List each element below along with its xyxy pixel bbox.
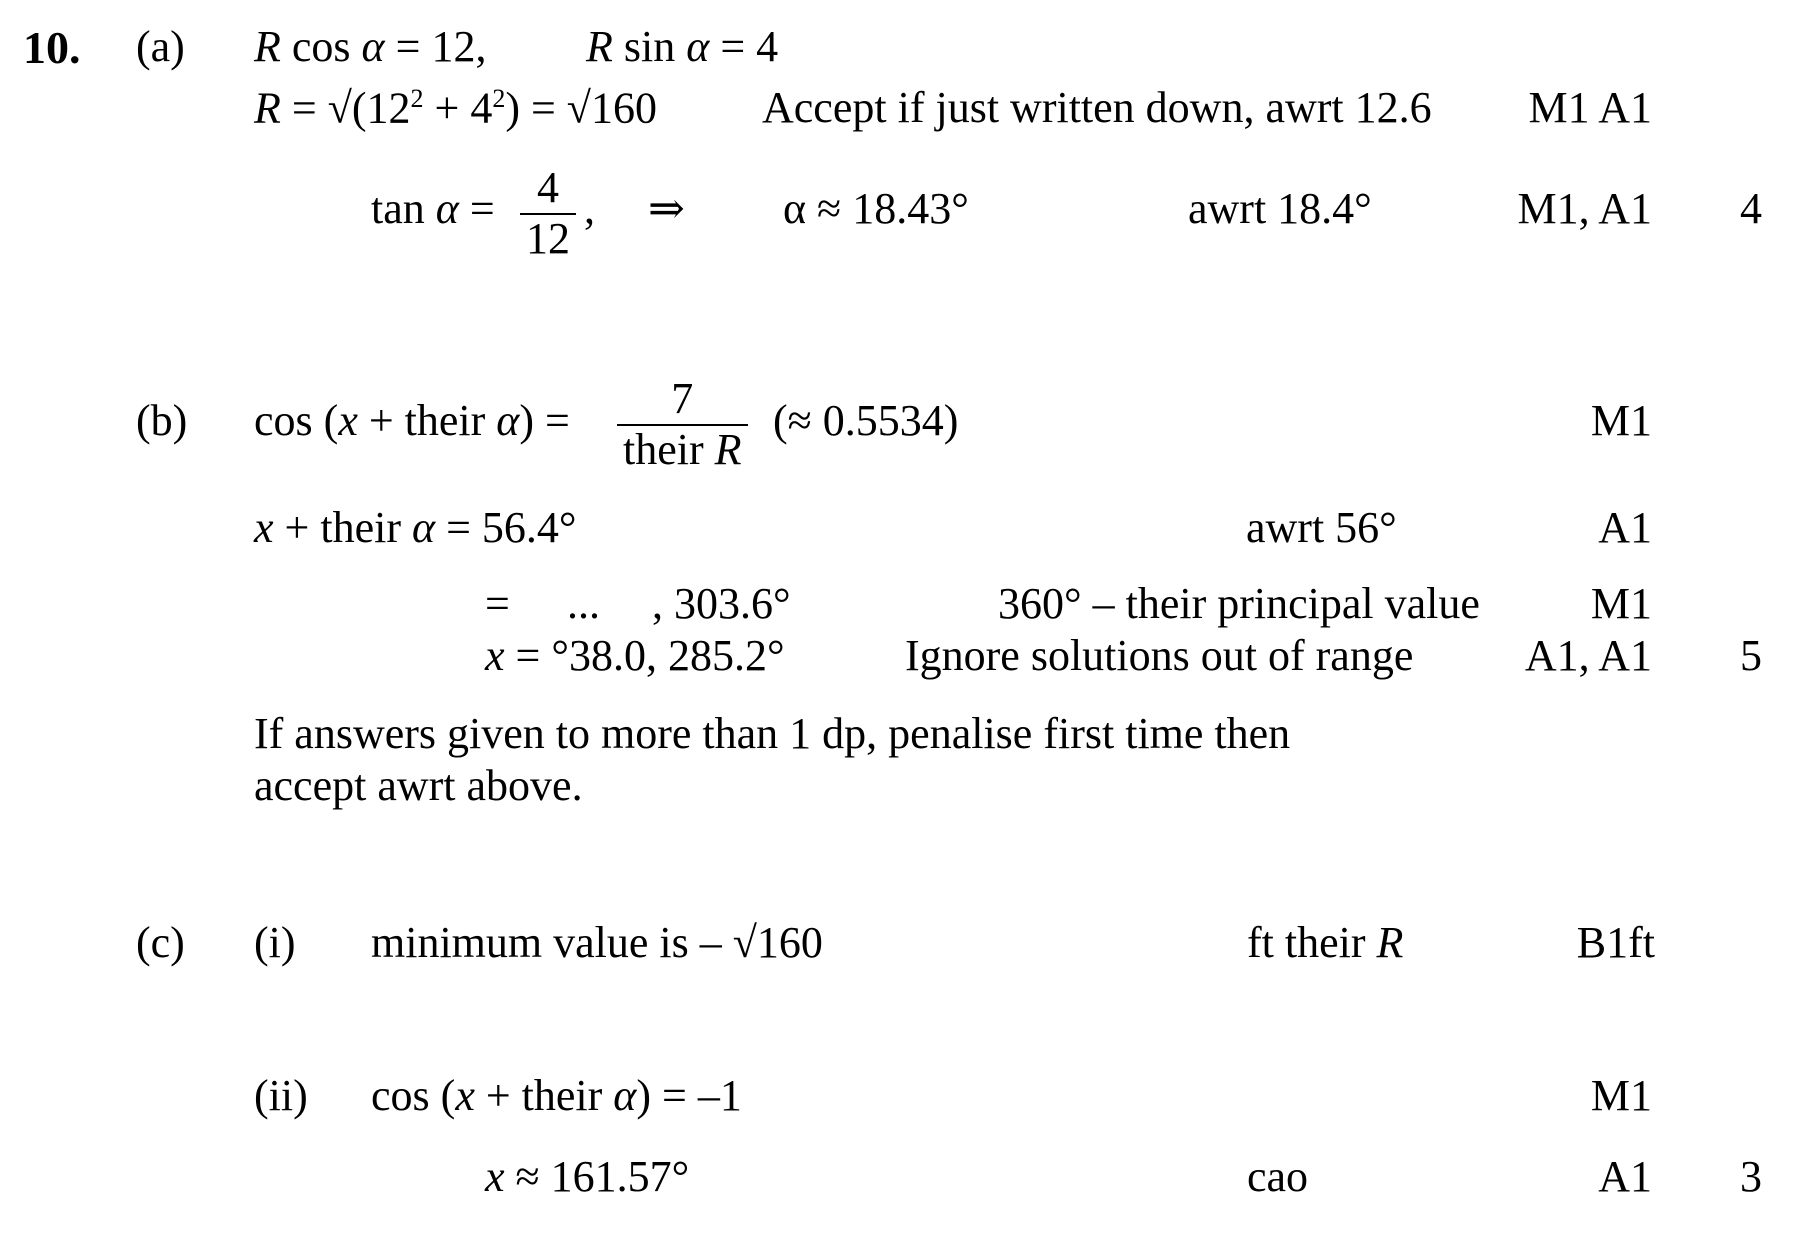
part-b-note-line1: If answers given to more than 1 dp, penalise first time then [254, 709, 1291, 758]
part-b-line1-approx: (≈ 0.5534) [773, 396, 959, 445]
part-b-fraction [617, 374, 748, 474]
part-b-line3-value: , 303.6° [652, 579, 791, 628]
question-number: 10. [23, 22, 81, 73]
part-c-label: (c) [136, 918, 185, 967]
part-a-total: 4 [1740, 184, 1762, 233]
fraction-numerator: 7 [671, 374, 694, 423]
part-c-i-marks: B1ft [1576, 918, 1655, 967]
part-b-line4-expr: x = °38.0, 285.2° [485, 631, 785, 680]
part-c-ii-line2-expr: x ≈ 161.57° [485, 1152, 690, 1201]
part-a-line3-marks: M1, A1 [1517, 184, 1652, 233]
part-a-fraction [520, 163, 576, 263]
part-a-line3-note: awrt 18.4° [1188, 184, 1372, 233]
part-a-line1-right: R sin α = 4 [586, 22, 779, 71]
part-c-ii-line1-marks: M1 [1590, 1071, 1652, 1120]
part-a-line2-expr: $R = √(12^2 + 4^2) = √160$ [254, 83, 657, 133]
part-b-line3-note: 360° – their principal value [998, 579, 1480, 628]
part-a-label: (a) [136, 22, 185, 71]
fraction-denominator: 12 [526, 214, 570, 263]
fraction-denominator: their R [623, 425, 742, 474]
part-a-comma: , [584, 184, 595, 233]
part-b-line3-marks: M1 [1590, 579, 1652, 628]
part-c-i-note: ft their R [1247, 918, 1404, 967]
part-c-ii-line2-marks: A1 [1598, 1152, 1652, 1201]
part-a-line3-lhs: tan α = [371, 184, 495, 233]
part-a-line2-marks: M1 A1 [1528, 83, 1652, 132]
part-b-line3-dots: ... [567, 579, 600, 628]
part-b-line4-marks: A1, A1 [1524, 631, 1652, 680]
part-c-i-expr: minimum value is – √160 [371, 918, 823, 967]
part-b-line2-expr: x + their α = 56.4° [254, 503, 577, 552]
part-c-ii-line1-expr: cos (x + their α) = –1 [371, 1071, 742, 1120]
part-c-ii-label: (ii) [254, 1071, 308, 1120]
part-c-i-label: (i) [254, 918, 296, 967]
part-b-line2-note: awrt 56° [1246, 503, 1397, 552]
part-c-ii-line2-note: cao [1247, 1152, 1309, 1201]
part-a-line3-result: α ≈ 18.43° [783, 184, 969, 233]
fraction-numerator: 4 [537, 163, 559, 212]
part-b-line1-lhs: cos (x + their α) = [254, 396, 570, 445]
part-b-line1-marks: M1 [1590, 396, 1652, 445]
part-b-line2-marks: A1 [1598, 503, 1652, 552]
part-b-line4-note: Ignore solutions out of range [905, 631, 1414, 680]
part-b-total: 5 [1740, 631, 1762, 680]
part-b-note-line2: accept awrt above. [254, 761, 583, 810]
part-c-total: 3 [1740, 1152, 1762, 1201]
implies-icon: ⇒ [648, 184, 685, 233]
part-b-label: (b) [136, 396, 188, 445]
part-a-line2-note: Accept if just written down, awrt 12.6 [762, 83, 1432, 132]
part-b-line3-eq: = [485, 579, 510, 628]
part-a-line1-left: R cos α = 12, [254, 22, 487, 71]
